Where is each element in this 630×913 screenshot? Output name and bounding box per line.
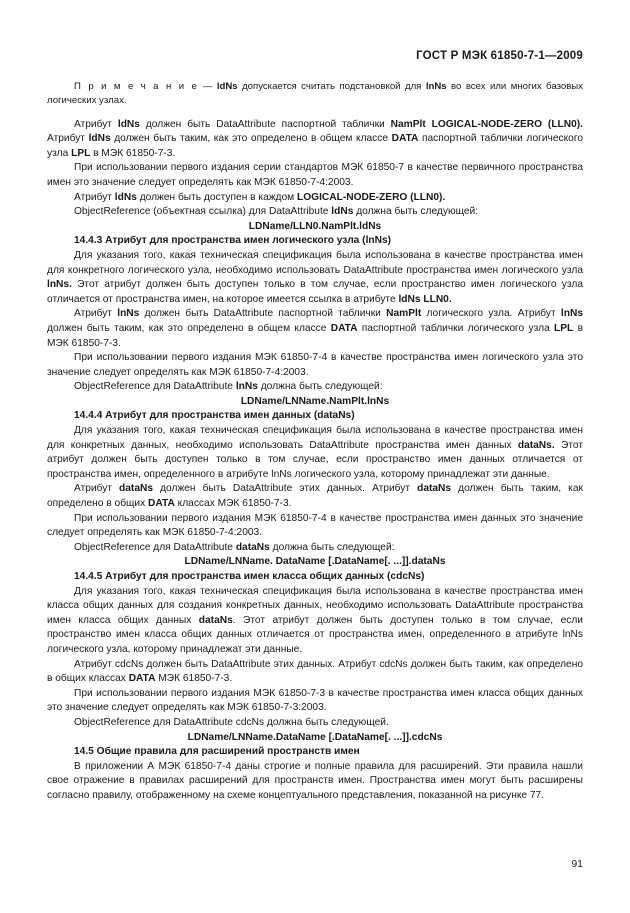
cdcns-paragraph-4: ObjectReference для DataAttribute cdcNs должна быть следующей. — [74, 716, 389, 728]
ldns-paragraph-2: При использовании первого издания серии стандартов МЭК 61850-7 в качестве первичного пространства имен это значение следует определять как МЭК 61850-7-4:2003. — [47, 162, 583, 188]
section-heading-14-4-4: 14.4.4 Атрибут для пространства имен данных (dataNs) — [74, 410, 355, 422]
page-number: 91 — [571, 858, 583, 870]
note-paragraph: П р и м е ч а н и е — ldNs допускается считать подстановкой для lnNs во всех или многих базовых логических узлах. — [47, 81, 583, 106]
lnns-paragraph-4: ObjectReference для DataAttribute lnNs должна быть следующей: — [74, 381, 383, 393]
lnns-object-reference: LDName/LNName.NamPlt.lnNs — [240, 395, 390, 407]
section-heading-14-4-3: 14.4.3 Атрибут для пространства имен логического узла (lnNs) — [74, 235, 392, 247]
section-heading-14-4-5: 14.4.5 Атрибут для пространства имен класса общих данных (cdcNs) — [74, 571, 425, 582]
cdcns-paragraph-2: Атрибут cdcNs должен быть DataAttribute этих данных. Атрибут cdcNs должен быть таким, как определено в общих классах DATA МЭК 61850-7-3. — [47, 658, 583, 685]
datans-paragraph-1: Для указания того, какая техническая спецификация была использована в качестве пространства имен для конкретных данных, необходимо использовать DataAttribute пространства имен данных dataNs. Этот атрибут должен быть доступен только в том случае, если пространство имен данных отличается от пространства имен, определенного в атрибуте lnNs логического узла, которому принадлежат эти данные. — [47, 425, 583, 480]
ldns-object-reference: LDName/LLN0.NamPlt.ldNs — [248, 220, 382, 232]
lnns-paragraph-1: Для указания того, какая техническая спецификация была использована в качестве пространства имен для конкретного логического узла, необходимо использовать DataAttribute пространства имен логического узла lnNs. Этот атрибут должен быть доступен только в том случае, если пространство имен логического узла отличается от пространства имен, на которое имеется ссылка в атрибуте ldNs LLN0. — [47, 249, 583, 305]
cdcns-paragraph-3: При использовании первого издания МЭК 61850-7-3 в качестве пространства имен класса общих данных это значение следует определять как МЭК 61850-7-3:2003. — [47, 687, 583, 714]
datans-paragraph-4: ObjectReference для DataAttribute dataNs должна быть следующей: — [74, 541, 395, 553]
lnns-paragraph-2: Атрибут lnNs должен быть DataAttribute паспортной таблички NamPlt логического узла. Атрибут lnNs должен быть таким, как это определено в общем классе DATA паспортной таблички логического узла LPL в МЭК 61850-7-3. — [47, 308, 583, 349]
datans-paragraph-2: Атрибут dataNs должен быть DataAttribute этих данных. Атрибут dataNs должен быть таким, как определено в общих DATA классах МЭК 61850-7-3. — [47, 483, 583, 510]
section-heading-14-5: 14.5 Общие правила для расширений пространств имен — [74, 746, 360, 758]
ldns-paragraph-4: ObjectReference (объектная ссылка) для DataAttribute ldNs должна быть следующей: — [74, 206, 479, 218]
document-body — [47, 80, 583, 804]
ldns-paragraph-1: Атрибут ldNs должен быть DataAttribute паспортной таблички NamPlt LOGICAL-NODE-ZERO (LLN0). Атрибут ldNs должен быть таким, как это определено в общем классе DATA паспортной таблички логического узла LPL в МЭК 61850-7-3. — [47, 118, 584, 159]
general-paragraph-1: В приложении А МЭК 61850-7-4 даны строгие и полные правила для расширений. Эти правила нашли свое отражение в правилах расширений для пространств имен. Пространства имен могут быть расширены согласно правилу, отображенному на схеме концептуального представления, показанной на рисунке 77. — [47, 760, 583, 801]
datans-paragraph-3: При использовании первого издания МЭК 61850-7-4 в качестве пространства имен данных это значение следует определять как МЭК 61850-7-4:2003. — [47, 512, 583, 539]
page-header: ГОСТ Р МЭК 61850-7-1—2009 — [416, 50, 583, 62]
lnns-paragraph-3: При использовании первого издания МЭК 61850-7-4 в качестве пространства имен логического узла это значение следует определять как МЭК 61850-7-4:2003. — [47, 352, 583, 378]
datans-object-reference: LDName/LNName. DataName [.DataName[. ...]].dataNs — [184, 556, 446, 568]
cdcns-paragraph-1: Для указания того, какая техническая спецификация была использована в качестве пространства имен класса общих данных для создания конкретных данных, необходимо использовать DataAttribute пространства имен класса общих данных dataNs. Этот атрибут должен быть доступен только в том случае, если пространство имен класса общих данных отличается от пространства имен, определенного в атрибуте lnNs логического узла, которому принадлежат эти данные. — [47, 585, 583, 655]
cdcns-object-reference: LDName/LNName.DataName [.DataName[. ...]].cdcNs — [187, 731, 443, 743]
ldns-paragraph-3: Атрибут ldNs должен быть доступен в каждом LOGICAL-NODE-ZERO (LLN0). — [74, 191, 446, 203]
